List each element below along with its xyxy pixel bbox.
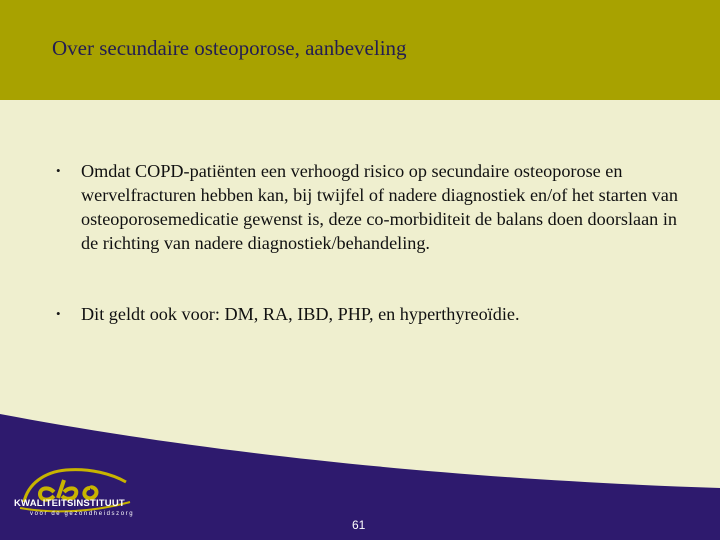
logo-name: KWALITEITSINSTITUUT: [14, 498, 125, 509]
bullet-text: Omdat COPD-patiënten een verhoogd risico op secundaire osteoporose en wervelfracturen hebben kan, bij twijfel of nadere diagnostiek en/of het starten van osteoporosemedicatie gewenst is, deze co-morbiditeit de balans doen doorslaan in de richting van nadere diagnostiek/behandeling.: [81, 161, 678, 253]
bullet-marker: •: [56, 163, 61, 178]
logo-tagline: voor de gezondheidszorg: [30, 511, 135, 517]
bullet-text: Dit geldt ook voor: DM, RA, IBD, PHP, en hyperthyreoïdie.: [81, 304, 520, 324]
bullet-marker: •: [56, 306, 61, 321]
slide-title: Over secundaire osteoporose, aanbeveling: [52, 36, 407, 60]
cbo-logo-icon: [14, 462, 134, 528]
page-number: 61: [352, 518, 366, 532]
